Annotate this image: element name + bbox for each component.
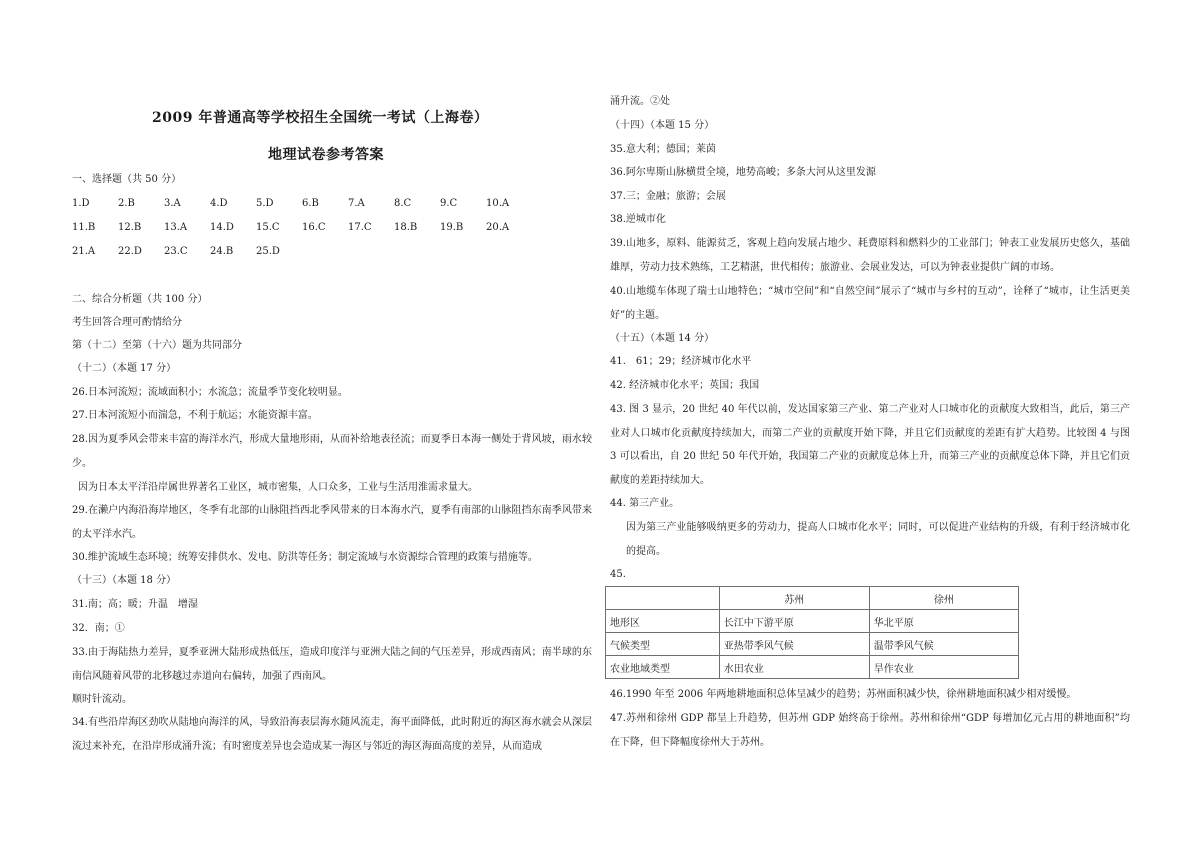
answer-28: 28.因为夏季风会带来丰富的海洋水汽，形成大量地形雨，从而补给地表径流；而夏季日本海一侧处于背风坡，雨水较少。 <box>72 434 592 469</box>
table-cell: 水田农业 <box>719 656 869 679</box>
mcq-answer: 11.B <box>72 222 96 233</box>
mcq-answer: 10.A <box>486 198 510 209</box>
mcq-answer: 13.A <box>164 222 188 233</box>
comparison-table <box>605 586 1019 679</box>
mcq-answer: 8.C <box>394 198 412 209</box>
table-cell: 长江中下游平原 <box>719 610 869 633</box>
table-header-cell: 徐州 <box>869 587 1018 610</box>
mcq-answer: 22.D <box>118 246 142 257</box>
table-row <box>606 610 1019 633</box>
table-header-row <box>606 587 1019 610</box>
answer-28-extra: 因为日本太平洋沿岸属世界著名工业区，城市密集，人口众多，工业与生活用淮需求量大。 <box>78 482 478 493</box>
section-comprehensive: 二、综合分析题（共 100 分） <box>72 294 208 305</box>
table-cell: 地形区 <box>606 610 720 633</box>
mcq-answer: 18.B <box>394 222 418 233</box>
mcq-answer: 19.B <box>440 222 464 233</box>
answer-31: 31.南；高；暖；升温 增湿 <box>72 599 198 610</box>
mcq-row-3 <box>72 240 302 264</box>
answer-34-continued: 涌升流。②处 <box>610 96 670 107</box>
q15-heading: （十五）（本题 14 分） <box>610 333 715 344</box>
answer-44: 44. 第三产业。 <box>610 498 680 509</box>
answer-29: 29.在濑户内海沿海岸地区，冬季有北部的山脉阻挡西北季风带来的日本海水汽，夏季有南部的山脉阻挡东南季风带来的太平洋水汽。 <box>72 505 592 540</box>
table-header-cell: 苏州 <box>719 587 869 610</box>
answer-35: 35.意大利；德国；莱茵 <box>610 144 716 155</box>
exam-title: 2009 年普通高等学校招生全国统一考试（上海卷） <box>152 110 489 126</box>
mcq-answer: 16.C <box>302 222 326 233</box>
mcq-answer: 9.C <box>440 198 458 209</box>
answer-key-title: 地理试卷参考答案 <box>268 147 384 163</box>
answer-41: 41. 61；29；经济城市化水平 <box>610 356 752 367</box>
answer-39: 39.山地多，原料、能源贫乏，客观上趋向发展占地少、耗费原料和燃料少的工业部门；钟表工业发展历史悠久，基础雄厚，劳动力技术熟练，工艺精湛，世代相传；旅游业、会展业发达，可以为钟表业提供广阔的市场。 <box>610 238 1130 273</box>
table-row <box>606 656 1019 679</box>
mcq-row-2 <box>72 216 532 240</box>
table-cell: 华北平原 <box>869 610 1018 633</box>
answer-33-extra: 顺时针流动。 <box>72 694 132 705</box>
table-cell: 温带季风气候 <box>869 633 1018 656</box>
mcq-answer: 25.D <box>256 246 280 257</box>
answer-43: 43. 图 3 显示，20 世纪 40 年代以前，发达国家第三产业、第二产业对人口城市化的贡献度大致相当，此后，第三产业对人口城市化贡献度持续加大，而第二产业的贡献度开始下降，并且它们贡献度的差距有扩大趋势。比较图 4 与图 3 可以看出，自 20 世纪 50 年代开始，我国第二产业的贡献度总体上升，而第三产业的贡献度总体下降，并且它们贡献度的差距持续加大。 <box>610 404 1130 486</box>
mcq-answer: 7.A <box>348 198 365 209</box>
mcq-answer: 12.B <box>118 222 142 233</box>
answer-46: 46.1990 年至 2006 年两地耕地面积总体呈减少的趋势；苏州面积减少快，徐州耕地面积减少相对缓慢。 <box>610 689 1077 700</box>
q12-heading: （十二）（本题 17 分） <box>72 363 177 374</box>
mcq-answer: 20.A <box>486 222 510 233</box>
answer-33: 33.由于海陆热力差异，夏季亚洲大陆形成热低压，造成印度洋与亚洲大陆之间的气压差异，形成西南风；南半球的东南信风随着风带的北移越过赤道向右偏转，加强了西南风。 <box>72 647 592 682</box>
table-header-cell <box>606 587 720 610</box>
answer-34: 34.有些沿岸海区劲吹从陆地向海洋的风，导致沿海表层海水随风流走，海平面降低，此时附近的海区海水就会从深层流过来补充，在沿岸形成涌升流；有时密度差异也会造成某一海区与邻近的海区海面高度的差异，从而造成 <box>72 717 592 752</box>
answer-37: 37.三；金融；旅游；会展 <box>610 191 726 202</box>
answer-38: 38.逆城市化 <box>610 214 666 225</box>
mcq-answer: 4.D <box>210 198 228 209</box>
mcq-answer: 21.A <box>72 246 96 257</box>
table-cell: 农业地域类型 <box>606 656 720 679</box>
table-cell: 旱作农业 <box>869 656 1018 679</box>
answer-44-explanation: 因为第三产业能够吸纳更多的劳动力，提高人口城市化水平；同时，可以促进产业结构的升级，有利于经济城市化的提高。 <box>626 522 1130 557</box>
mcq-answer: 23.C <box>164 246 188 257</box>
answer-30: 30.维护流域生态环境；统筹安排供水、发电、防洪等任务；制定流域与水资源综合管理的政策与措施等。 <box>72 552 538 563</box>
answer-27: 27.日本河流短小而湍急，不利于航运；水能资源丰富。 <box>72 410 318 421</box>
answer-36: 36.阿尔卑斯山脉横贯全境，地势高峻；多条大河从这里发源 <box>610 167 876 178</box>
answer-45-label: 45. <box>610 569 626 580</box>
mcq-answer: 24.B <box>210 246 234 257</box>
table-cell: 亚热带季风气候 <box>719 633 869 656</box>
answer-26: 26.日本河流短；流域面积小；水流急；流量季节变化较明显。 <box>72 387 348 398</box>
grading-note: 考生回答合理可酌情给分 <box>72 317 182 328</box>
mcq-answer: 2.B <box>118 198 135 209</box>
q14-heading: （十四）（本题 15 分） <box>610 120 715 131</box>
answer-40: 40.山地缆车体现了瑞士山地特色；“城市空间”和“自然空间”展示了“城市与乡村的互动”，诠释了“城市，让生活更美好”的主题。 <box>610 286 1130 321</box>
section-multiple-choice: 一、选择题（共 50 分） <box>72 174 182 185</box>
mcq-answer: 6.B <box>302 198 319 209</box>
q13-heading: （十三）（本题 18 分） <box>72 575 177 586</box>
mcq-answer: 1.D <box>72 198 90 209</box>
mcq-answer: 3.A <box>164 198 181 209</box>
table-row <box>606 633 1019 656</box>
mcq-answer: 15.C <box>256 222 280 233</box>
mcq-answer: 17.C <box>348 222 372 233</box>
mcq-answer: 14.D <box>210 222 234 233</box>
answer-47: 47.苏州和徐州 GDP 都呈上升趋势，但苏州 GDP 始终高于徐州。苏州和徐州“GDP 每增加亿元占用的耕地面积”均在下降，但下降幅度徐州大于苏州。 <box>610 713 1130 748</box>
table-cell: 气候类型 <box>606 633 720 656</box>
answer-32: 32．南；① <box>72 623 125 634</box>
mcq-row-1 <box>72 192 532 216</box>
mcq-answer: 5.D <box>256 198 274 209</box>
common-part-note: 第（十二）至第（十六）题为共同部分 <box>72 340 242 351</box>
answer-42: 42. 经济城市化水平；英国；我国 <box>610 380 760 391</box>
